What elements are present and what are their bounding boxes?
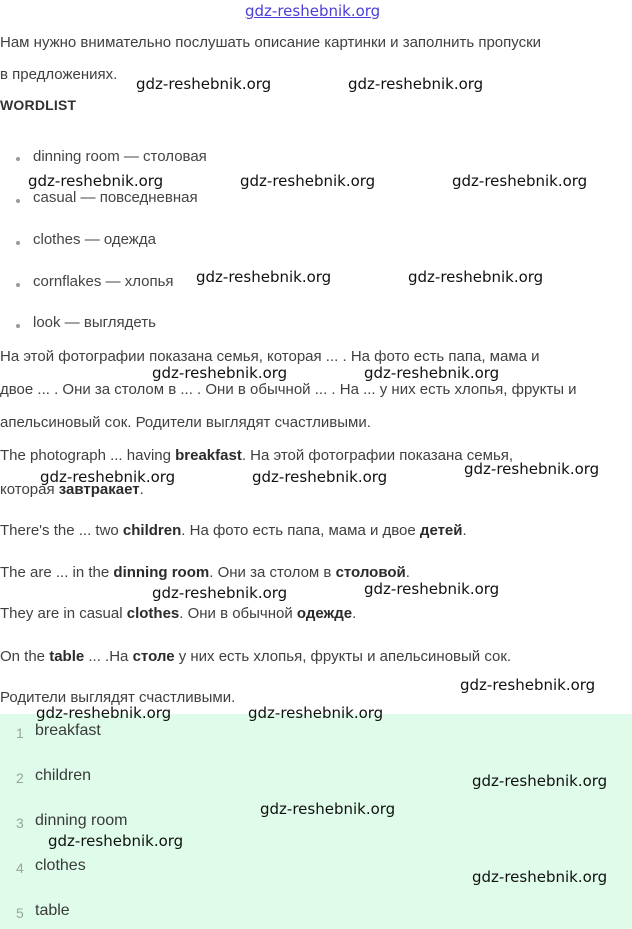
bullet-icon (16, 324, 20, 328)
answer-item: dinning room (35, 812, 128, 829)
watermark: gdz-reshebnik.org (28, 172, 164, 190)
wordlist-item: casual — повседневная (33, 189, 198, 206)
watermark: gdz-reshebnik.org (48, 832, 184, 850)
answer-number: 3 (16, 815, 24, 831)
answer-item: breakfast (35, 722, 101, 739)
description-line-3: апельсиновый сок. Родители выглядят счастливыми. (0, 414, 371, 431)
answer-number: 4 (16, 860, 24, 876)
wordlist-item: look — выглядеть (33, 314, 156, 331)
watermark-top: gdz-reshebnik.org (245, 2, 381, 20)
bullet-icon (16, 157, 20, 161)
bullet-icon (16, 283, 20, 287)
description-line-1: На этой фотографии показана семья, которая ... . На фото есть папа, мама и (0, 348, 540, 365)
watermark: gdz-reshebnik.org (460, 676, 596, 694)
closing-line: Родители выглядят счастливыми. (0, 689, 236, 706)
watermark: gdz-reshebnik.org (464, 460, 600, 478)
sentence-3: The are ... in the dinning room. Они за столом в столовой. (0, 564, 410, 581)
watermark: gdz-reshebnik.org (364, 364, 500, 382)
description-line-2: двое ... . Они за столом в ... . Они в обычной ... . На ... у них есть хлопья, фрукты и (0, 381, 577, 398)
sentence-2: There's the ... two children. На фото есть папа, мама и двое детей. (0, 522, 467, 539)
watermark: gdz-reshebnik.org (260, 800, 396, 818)
watermark: gdz-reshebnik.org (472, 868, 608, 886)
watermark: gdz-reshebnik.org (252, 468, 388, 486)
sentence-1-line-2: которая завтракает. (0, 481, 144, 498)
wordlist-item: dinning room — столовая (33, 148, 207, 165)
sentence-1-line-1: The photograph ... having breakfast. На этой фотографии показана семья, (0, 447, 514, 464)
bullet-icon (16, 199, 20, 203)
watermark: gdz-reshebnik.org (152, 364, 288, 382)
watermark: gdz-reshebnik.org (472, 772, 608, 790)
watermark: gdz-reshebnik.org (348, 75, 484, 93)
sentence-4: They are in casual clothes. Они в обычной одежде. (0, 605, 357, 622)
wordlist-item: cornflakes — хлопья (33, 273, 174, 290)
answer-number: 5 (16, 905, 24, 921)
answer-item: children (35, 767, 92, 784)
watermark: gdz-reshebnik.org (136, 75, 272, 93)
watermark: gdz-reshebnik.org (152, 584, 288, 602)
watermark: gdz-reshebnik.org (240, 172, 376, 190)
watermark: gdz-reshebnik.org (452, 172, 588, 190)
watermark: gdz-reshebnik.org (40, 468, 176, 486)
watermark: gdz-reshebnik.org (36, 704, 172, 722)
answer-number: 1 (16, 725, 24, 741)
intro-line-1: Нам нужно внимательно послушать описание картинки и заполнить пропуски (0, 34, 542, 51)
answer-item: clothes (35, 857, 86, 874)
sentence-5: On the table ... .На столе у них есть хлопья, фрукты и апельсиновый сок. (0, 648, 512, 665)
answer-item: table (35, 902, 70, 919)
answer-number: 2 (16, 770, 24, 786)
intro-line-2: в предложениях. (0, 66, 118, 83)
watermark: gdz-reshebnik.org (248, 704, 384, 722)
answers-panel (0, 714, 632, 929)
wordlist-item: clothes — одежда (33, 231, 156, 248)
watermark: gdz-reshebnik.org (408, 268, 544, 286)
bullet-icon (16, 241, 20, 245)
watermark: gdz-reshebnik.org (196, 268, 332, 286)
wordlist-title: WORDLIST (0, 97, 77, 113)
watermark: gdz-reshebnik.org (364, 580, 500, 598)
